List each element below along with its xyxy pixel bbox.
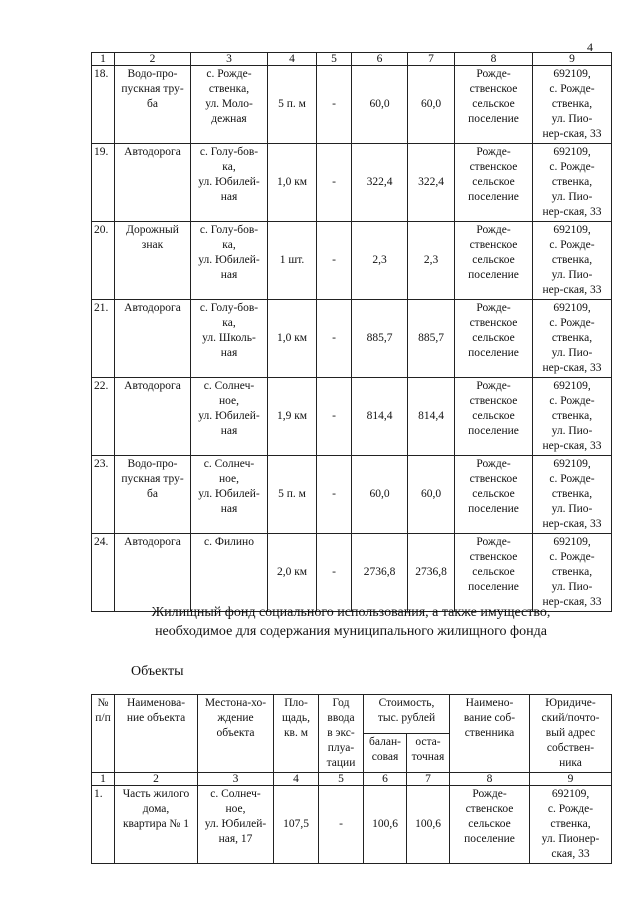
header-name bbox=[115, 695, 198, 773]
cell-line: с. Солнеч- bbox=[203, 380, 255, 392]
cell-line: ственка, bbox=[551, 488, 593, 500]
header-cost-residual bbox=[407, 734, 450, 773]
book-value: 2736,8 bbox=[352, 534, 408, 612]
cell-line: поселение bbox=[468, 269, 519, 281]
cell-line: ственка, bbox=[551, 410, 593, 422]
cell-line: ул. Юбилей- bbox=[198, 254, 260, 266]
cell-line: ное, bbox=[218, 473, 240, 485]
cell-line: Водо-про- bbox=[127, 68, 178, 80]
column-number: 9 bbox=[530, 773, 612, 786]
cell-line: ственка, bbox=[550, 818, 591, 830]
object-quantity: 1,0 км bbox=[268, 300, 317, 378]
object-quantity: 1,0 км bbox=[268, 144, 317, 222]
residual-value: 814,4 bbox=[408, 378, 455, 456]
object-name bbox=[115, 66, 191, 144]
cell-line: нер-ская, 33 bbox=[542, 128, 602, 140]
cell-line: Местона-хо- bbox=[204, 697, 267, 709]
book-value: 885,7 bbox=[352, 300, 408, 378]
row-number: 21. bbox=[92, 300, 115, 378]
cell-line: Рожде- bbox=[476, 146, 511, 158]
cell-line: Рожде- bbox=[476, 68, 511, 80]
cell-line: нер-ская, 33 bbox=[542, 284, 602, 296]
cell-line: пускная тру- bbox=[121, 83, 184, 95]
cell-line: ная bbox=[220, 425, 238, 437]
object-location bbox=[191, 144, 268, 222]
cell-line: ная bbox=[220, 269, 238, 281]
column-number: 8 bbox=[455, 53, 533, 66]
cell-line: поселение bbox=[468, 191, 519, 203]
section-heading-line-1: Жилищный фонд социального использования, а также имущество, bbox=[151, 605, 551, 620]
cell-line: ул. Пио- bbox=[551, 113, 593, 125]
cell-line: 692109, bbox=[553, 146, 591, 158]
cell-line: собствен- bbox=[546, 742, 595, 754]
property-table-housing bbox=[91, 694, 612, 864]
cell-line: с. Рожде- bbox=[547, 803, 594, 815]
cell-line: тации bbox=[326, 757, 356, 769]
object-location bbox=[191, 222, 268, 300]
object-name bbox=[115, 456, 191, 534]
cell-line: ственское bbox=[469, 317, 518, 329]
cell-line: поселение bbox=[468, 581, 519, 593]
commission-year: - bbox=[317, 378, 352, 456]
column-number: 7 bbox=[408, 53, 455, 66]
cell-line: ба bbox=[147, 98, 158, 110]
cell-line: ул. Пио- bbox=[551, 347, 593, 359]
cell-line: вание соб- bbox=[463, 712, 516, 724]
owner-address bbox=[533, 66, 612, 144]
row-number: 18. bbox=[92, 66, 115, 144]
column-number: 4 bbox=[274, 773, 319, 786]
object-location bbox=[191, 456, 268, 534]
cell-line: 692109, bbox=[553, 224, 591, 236]
cell-line: ственка, bbox=[551, 176, 593, 188]
cell-line: ственка, bbox=[551, 332, 593, 344]
owner-name bbox=[455, 378, 533, 456]
object-location bbox=[191, 378, 268, 456]
cell-line: ственское bbox=[469, 239, 518, 251]
cell-line: с. Голу-бов- bbox=[199, 302, 259, 314]
cell-line: ственское bbox=[469, 395, 518, 407]
column-number: 5 bbox=[319, 773, 364, 786]
cell-line: ул. Пио- bbox=[551, 269, 593, 281]
residual-value: 2736,8 bbox=[408, 534, 455, 612]
owner-address bbox=[533, 534, 612, 612]
cell-line: ное, bbox=[218, 395, 240, 407]
cell-line: с. Голу-бов- bbox=[199, 224, 259, 236]
cell-line: ка, bbox=[222, 317, 236, 329]
cell-line: нер-ская, 33 bbox=[542, 206, 602, 218]
owner-name bbox=[455, 456, 533, 534]
cell-line: Стоимость, bbox=[378, 697, 435, 709]
cell-line: ственка, bbox=[551, 98, 593, 110]
cell-line: Год bbox=[332, 697, 350, 709]
cell-line: поселение bbox=[468, 113, 519, 125]
cell-line: вый адрес bbox=[545, 727, 596, 739]
cell-line: с. Рожде- bbox=[549, 317, 595, 329]
cell-line: нер-ская, 33 bbox=[542, 440, 602, 452]
cell-line: Рожде- bbox=[476, 224, 511, 236]
cell-line: ул. Пио- bbox=[551, 425, 593, 437]
cell-line: ская, 33 bbox=[551, 848, 590, 860]
column-number: 8 bbox=[450, 773, 530, 786]
object-name bbox=[115, 786, 198, 864]
commission-year: - bbox=[317, 66, 352, 144]
book-value: 60,0 bbox=[352, 66, 408, 144]
column-number-row bbox=[92, 773, 612, 786]
cell-line: Рожде- bbox=[476, 536, 511, 548]
header-year bbox=[319, 695, 364, 773]
cell-line: ввода bbox=[327, 712, 355, 724]
cell-line: ственника bbox=[464, 727, 515, 739]
cell-line: ственка, bbox=[551, 566, 593, 578]
cell-line: сельское bbox=[472, 98, 515, 110]
header-area bbox=[274, 695, 319, 773]
owner-name bbox=[455, 222, 533, 300]
cell-line: оста- bbox=[415, 736, 441, 748]
object-quantity: 1 шт. bbox=[268, 222, 317, 300]
cell-line: ка, bbox=[222, 161, 236, 173]
cell-line: ная bbox=[220, 191, 238, 203]
subheading-objects: Объекты bbox=[131, 664, 184, 679]
cell-line: с. Рожде- bbox=[549, 83, 595, 95]
column-number: 2 bbox=[115, 53, 191, 66]
cell-line: ул. Пио- bbox=[551, 191, 593, 203]
cell-line: поселение bbox=[464, 833, 515, 845]
commission-year: - bbox=[317, 144, 352, 222]
cell-line: ная bbox=[220, 347, 238, 359]
row-number: 20. bbox=[92, 222, 115, 300]
cell-line: Дорожный bbox=[126, 224, 179, 236]
table-row bbox=[92, 300, 612, 378]
section-heading-line-2: необходимое для содержания муниципального жилищного фонда bbox=[155, 624, 547, 639]
cell-line: сельское bbox=[472, 410, 515, 422]
cell-line: Автодорога bbox=[124, 146, 181, 158]
cell-line: поселение bbox=[468, 503, 519, 515]
table-row bbox=[92, 144, 612, 222]
commission-year: - bbox=[317, 222, 352, 300]
row-number: 22. bbox=[92, 378, 115, 456]
cell-line: квартира № 1 bbox=[122, 818, 190, 830]
row-number: 1. bbox=[92, 786, 115, 864]
residual-value: 322,4 bbox=[408, 144, 455, 222]
cell-line: сельское bbox=[472, 254, 515, 266]
column-number: 1 bbox=[92, 53, 115, 66]
cell-line: сельское bbox=[472, 332, 515, 344]
cell-line: Пло- bbox=[284, 697, 308, 709]
cell-line: ул. Юбилей- bbox=[198, 410, 260, 422]
column-number: 6 bbox=[352, 53, 408, 66]
cell-line: ственское bbox=[465, 803, 514, 815]
object-location bbox=[198, 786, 274, 864]
owner-address bbox=[533, 144, 612, 222]
page-number: 4 bbox=[587, 40, 593, 54]
header-num bbox=[92, 695, 115, 773]
object-location bbox=[191, 534, 268, 612]
book-value: 60,0 bbox=[352, 456, 408, 534]
column-number: 9 bbox=[533, 53, 612, 66]
header-address bbox=[530, 695, 612, 773]
column-number: 3 bbox=[198, 773, 274, 786]
table-row bbox=[92, 66, 612, 144]
cell-line: с. Рожде- bbox=[206, 68, 252, 80]
residual-value: 60,0 bbox=[408, 66, 455, 144]
owner-address bbox=[533, 456, 612, 534]
owner-name bbox=[455, 144, 533, 222]
owner-name bbox=[450, 786, 530, 864]
cell-line: нер-ская, 33 bbox=[542, 518, 602, 530]
table-row bbox=[92, 534, 612, 612]
cell-line: ул. Пио- bbox=[551, 581, 593, 593]
cell-line: п/п bbox=[95, 712, 111, 724]
cell-line: щадь, bbox=[282, 712, 310, 724]
cell-line: ственка, bbox=[208, 83, 250, 95]
owner-name bbox=[455, 300, 533, 378]
cell-line: с. Солнеч- bbox=[203, 458, 255, 470]
cell-line: ул. Юбилей- bbox=[198, 176, 260, 188]
book-value: 814,4 bbox=[352, 378, 408, 456]
cell-line: ка, bbox=[222, 239, 236, 251]
header-location bbox=[198, 695, 274, 773]
owner-name bbox=[455, 534, 533, 612]
cell-line: ждение bbox=[217, 712, 254, 724]
cell-line: с. Рожде- bbox=[549, 473, 595, 485]
owner-address bbox=[533, 378, 612, 456]
cell-line: Юридиче- bbox=[545, 697, 596, 709]
cell-line: знак bbox=[141, 239, 164, 251]
cell-line: ул. Юбилей- bbox=[204, 818, 267, 830]
header-row bbox=[92, 695, 612, 734]
cell-line: Рожде- bbox=[472, 788, 507, 800]
cell-line: балан- bbox=[369, 736, 401, 748]
object-location bbox=[191, 300, 268, 378]
cell-line: Рожде- bbox=[476, 380, 511, 392]
residual-value: 100,6 bbox=[407, 786, 450, 864]
cell-line: ский/почто- bbox=[541, 712, 600, 724]
column-number: 2 bbox=[115, 773, 198, 786]
cell-line: ние объекта bbox=[126, 712, 186, 724]
residual-value: 885,7 bbox=[408, 300, 455, 378]
cell-line: Рожде- bbox=[476, 302, 511, 314]
header-owner bbox=[450, 695, 530, 773]
cell-line: нер-ская, 33 bbox=[542, 362, 602, 374]
cell-line: 692109, bbox=[551, 788, 590, 800]
cell-line: 692109, bbox=[553, 536, 591, 548]
cell-line: дома, bbox=[142, 803, 170, 815]
object-area: 107,5 bbox=[274, 786, 319, 864]
column-number: 1 bbox=[92, 773, 115, 786]
cell-line: дежная bbox=[211, 113, 247, 125]
section-heading bbox=[91, 603, 611, 641]
table-row bbox=[92, 378, 612, 456]
property-table-roads bbox=[91, 52, 612, 612]
cell-line: совая bbox=[371, 751, 399, 763]
object-name bbox=[115, 222, 191, 300]
row-number: 19. bbox=[92, 144, 115, 222]
cell-line: ственское bbox=[469, 551, 518, 563]
object-name bbox=[115, 534, 191, 612]
book-value: 2,3 bbox=[352, 222, 408, 300]
object-name bbox=[115, 300, 191, 378]
book-value: 322,4 bbox=[352, 144, 408, 222]
cell-line: ника bbox=[559, 757, 582, 769]
cell-line: поселение bbox=[468, 347, 519, 359]
cell-line: кв. м bbox=[283, 727, 309, 739]
cell-line: 692109, bbox=[553, 302, 591, 314]
cell-line: сельское bbox=[468, 818, 511, 830]
cell-line: сельское bbox=[472, 488, 515, 500]
cell-line: точная bbox=[411, 751, 445, 763]
cell-line: ная, 17 bbox=[218, 833, 253, 845]
cell-line: ба bbox=[147, 488, 158, 500]
header-cost bbox=[364, 695, 450, 734]
header-cost-book bbox=[364, 734, 407, 773]
column-number: 6 bbox=[364, 773, 407, 786]
owner-name bbox=[455, 66, 533, 144]
cell-line: ственское bbox=[469, 161, 518, 173]
commission-year: - bbox=[317, 456, 352, 534]
cell-line: с. Рожде- bbox=[549, 239, 595, 251]
cell-line: Автодорога bbox=[124, 536, 181, 548]
cell-line: Автодорога bbox=[124, 380, 181, 392]
cell-line: ул. Пионер- bbox=[541, 833, 600, 845]
row-number: 24. bbox=[92, 534, 115, 612]
cell-line: ул. Школь- bbox=[202, 332, 256, 344]
cell-line: Наимено- bbox=[465, 697, 514, 709]
cell-line: ственское bbox=[469, 83, 518, 95]
cell-line: ул. Пио- bbox=[551, 503, 593, 515]
cell-line: 692109, bbox=[553, 458, 591, 470]
commission-year: - bbox=[319, 786, 364, 864]
commission-year: - bbox=[317, 300, 352, 378]
object-quantity: 2,0 км bbox=[268, 534, 317, 612]
book-value: 100,6 bbox=[364, 786, 407, 864]
cell-line: ная bbox=[220, 503, 238, 515]
column-number: 7 bbox=[407, 773, 450, 786]
column-number: 4 bbox=[268, 53, 317, 66]
column-number: 3 bbox=[191, 53, 268, 66]
cell-line: тыс. рублей bbox=[377, 712, 436, 724]
commission-year: - bbox=[317, 534, 352, 612]
cell-line: объекта bbox=[216, 727, 255, 739]
cell-line: с. Рожде- bbox=[549, 395, 595, 407]
column-number: 5 bbox=[317, 53, 352, 66]
cell-line: ственское bbox=[469, 473, 518, 485]
object-quantity: 1,9 км bbox=[268, 378, 317, 456]
cell-line: № bbox=[97, 697, 109, 709]
cell-line: с. Филино bbox=[204, 536, 254, 548]
cell-line: в экс- bbox=[327, 727, 355, 739]
cell-line: ственка, bbox=[551, 254, 593, 266]
object-location bbox=[191, 66, 268, 144]
cell-line: Часть жилого bbox=[122, 788, 190, 800]
table-row bbox=[92, 222, 612, 300]
cell-line: с. Рожде- bbox=[549, 161, 595, 173]
cell-line: плуа- bbox=[327, 742, 355, 754]
owner-address bbox=[533, 222, 612, 300]
cell-line: Рожде- bbox=[476, 458, 511, 470]
cell-line: сельское bbox=[472, 176, 515, 188]
cell-line: ул. Моло- bbox=[205, 98, 253, 110]
owner-address bbox=[533, 300, 612, 378]
column-number-row bbox=[92, 53, 612, 66]
cell-line: Наименова- bbox=[126, 697, 186, 709]
object-quantity: 5 п. м bbox=[268, 456, 317, 534]
cell-line: нер-ская, 33 bbox=[542, 596, 602, 608]
cell-line: 692109, bbox=[553, 380, 591, 392]
object-name bbox=[115, 144, 191, 222]
cell-line: с. Солнеч- bbox=[210, 788, 261, 800]
cell-line: пускная тру- bbox=[121, 473, 184, 485]
cell-line: 692109, bbox=[553, 68, 591, 80]
owner-address bbox=[530, 786, 612, 864]
cell-line: Водо-про- bbox=[127, 458, 178, 470]
table-row bbox=[92, 456, 612, 534]
cell-line: сельское bbox=[472, 566, 515, 578]
row-number: 23. bbox=[92, 456, 115, 534]
object-name bbox=[115, 378, 191, 456]
object-quantity: 5 п. м bbox=[268, 66, 317, 144]
cell-line: поселение bbox=[468, 425, 519, 437]
cell-line: с. Голу-бов- bbox=[199, 146, 259, 158]
cell-line: ное, bbox=[225, 803, 246, 815]
cell-line: с. Рожде- bbox=[549, 551, 595, 563]
residual-value: 60,0 bbox=[408, 456, 455, 534]
residual-value: 2,3 bbox=[408, 222, 455, 300]
table-row bbox=[92, 786, 612, 864]
cell-line: ул. Юбилей- bbox=[198, 488, 260, 500]
cell-line: Автодорога bbox=[124, 302, 181, 314]
